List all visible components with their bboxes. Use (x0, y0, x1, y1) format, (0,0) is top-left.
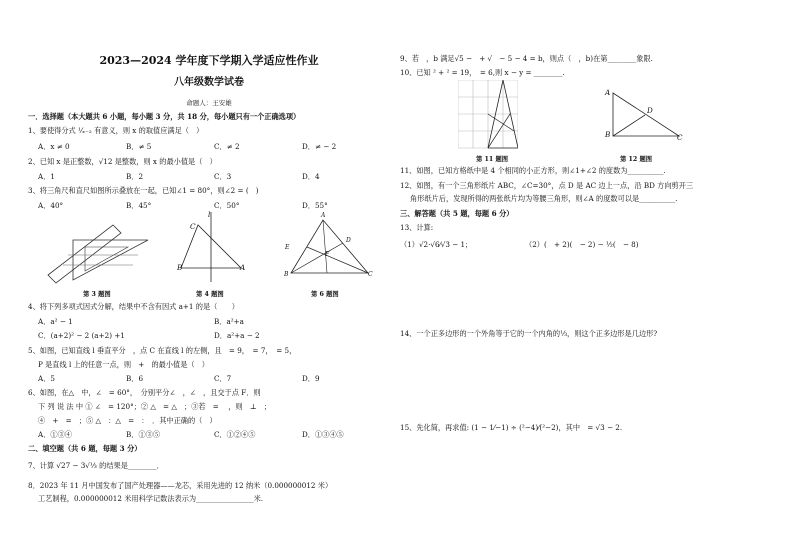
q6-stem-line1: 6、如图，在△ 中，∠ = 60°， 分别平分∠ ，∠ ，且交于点 F．则 (28, 388, 261, 397)
q4-option-c[interactable]: C．(a+2)² − 2 (a+2) +1 (38, 331, 125, 340)
q10-stem: 10、已知 ² + ² = 19， = 6,则 x − y = ________. (400, 68, 565, 77)
exam-subtitle: 八年级数学试卷 (174, 77, 244, 88)
q1-option-c[interactable]: C．≠ 2 (214, 142, 240, 151)
q6-option-d[interactable]: D．①③④⑤ (302, 430, 344, 439)
section-fill: 二、填空题（共 6 题，每题 3 分） (28, 444, 142, 453)
q5-options (38, 374, 390, 383)
figure-4-triangle (173, 210, 253, 285)
q5-option-a[interactable]: A．5 (38, 374, 55, 383)
q3-option-b[interactable]: B．45° (126, 201, 152, 210)
fig6-label-e: E (285, 244, 290, 251)
q4-option-d[interactable]: D．a²+a − 2 (214, 331, 260, 340)
right-column (400, 0, 772, 550)
fig6-label-d: D (346, 237, 351, 244)
q3-stem: 3、将三角尺和直尺如图所示叠放在一起，已知∠1 = 80°，则∠2 = ( ) (28, 186, 259, 195)
exam-author: 命题人：王安雄 (186, 99, 232, 107)
section-choice: 一．选择题（本大题共 6 小题，每小题 3 分，共 18 分，每小题只有一个正确选项） (28, 112, 301, 121)
q3-option-a[interactable]: A．40° (38, 201, 64, 210)
q13-part1: （1）√2·√6⁄√3 − 1； (400, 240, 473, 249)
q1-stem: 1、要使得分式 ¹⁄ₓ₋₂ 有意义，则 x 的取值应满足（ ） (28, 126, 204, 135)
q5-stem-line2: P 是直线 l 上的任意一点，则 + 的最小值是（ ） (38, 360, 209, 369)
q5-stem-line1: 5、如图，已知直线 l 垂直平分 ，点 C 在直线 l 的左侧，且 = 9， = 7， = 5， (28, 346, 297, 355)
q13-part2: （2）( + 2)( − 2) − ½( − 8) (525, 240, 639, 249)
q2-option-c[interactable]: C．3 (214, 172, 232, 181)
q4-option-b[interactable]: B．a²+a (214, 317, 244, 326)
figure-3-caption: 第 3 题图 (83, 291, 111, 298)
exam-title: 2023—2024 学年度下学期入学适应性作业 (99, 54, 319, 67)
fig4-label-l: l (208, 210, 211, 219)
q9-stem: 9、若 ，b 满足√5 − + √ − 5 − 4 = b，则点（ ，b)在第________象限. (400, 54, 653, 63)
q6-option-a[interactable]: A．①③④ (38, 430, 72, 439)
q2-options (38, 172, 390, 181)
figure-4-caption: 第 4 题图 (196, 291, 224, 298)
fig4-label-b: B (177, 263, 183, 272)
fig6-label-a: A (321, 212, 326, 219)
fig12-label-d: D (647, 106, 653, 115)
q1-options (38, 142, 390, 151)
fig4-label-a: A (240, 263, 246, 272)
fig12-label-a: A (605, 88, 611, 97)
fig6-label-c: C (368, 271, 373, 278)
q6-option-c[interactable]: C．①②④⑤ (214, 430, 256, 439)
fig12-label-b: B (605, 130, 611, 139)
q11-stem: 11、如图，已知方格纸中是 4 个相同的小正方形，则∠1+∠2 的度数为__________. (400, 166, 666, 175)
figure-11-grid (458, 80, 518, 150)
q7-stem: 7、计算 √27 − 3√⅓ 的结果是________． (28, 461, 164, 470)
figure-3-ruler-triangle (43, 215, 158, 285)
q2-option-b[interactable]: B．2 (126, 172, 144, 181)
q6-option-b[interactable]: B．①③⑤ (126, 430, 161, 439)
q4-options-row1 (38, 317, 302, 326)
q6-stem-line3: ④ + = ；⑤ △ ：△ = ： ．其中正确的（ ） (38, 416, 217, 425)
q8-stem-line2: 工艺制程，0.000000012 米用科学记数法表示为________________米. (38, 494, 264, 503)
q4-option-a[interactable]: A．a² − 1 (38, 317, 73, 326)
q12-stem-line1: 12、如图，有一个三角形纸片 ABC，∠C=30°，点 D 是 AC 边上一点，沿 BD 方向剪开三 (400, 181, 694, 190)
left-column (28, 0, 390, 550)
q14-stem: 14、一个正多边形的一个外角等于它的一个内角的⅓，则这个正多边形是几边形? (400, 329, 658, 338)
q12-stem-line2: 角形纸片后，发现所得的两张纸片均为等腰三角形，则∠A 的度数可以是__________. (410, 194, 678, 203)
figure-6-caption: 第 6 题图 (311, 291, 339, 298)
q13-stem: 13、计算: (400, 223, 434, 232)
figure-12-triangle (605, 88, 685, 143)
q6-options (38, 430, 390, 439)
q8-stem-line1: 8．2023 年 11 月中国发布了国产处理器——龙芯，采用先进的 12 纳米（0.000000012 米） (28, 481, 333, 490)
q5-option-b[interactable]: B．6 (126, 374, 144, 383)
q1-option-b[interactable]: B．≠ 5 (126, 142, 152, 151)
fig4-label-c: C (190, 222, 196, 231)
q4-options-row2 (38, 331, 302, 340)
q3-option-c[interactable]: C．50° (214, 201, 240, 210)
section-answer: 三、解答题（共 5 题，每题 6 分） (400, 209, 514, 218)
q3-options (38, 201, 390, 210)
q15-stem: 15、先化简，再求值: (1 − 1⁄−1) ÷ (²−4)⁄(²−2)，其中 = √3 − 2. (400, 423, 623, 432)
q2-option-a[interactable]: A．1 (38, 172, 55, 181)
fig12-label-c: C (677, 133, 683, 142)
fig6-label-f: F (325, 251, 330, 258)
q3-option-d[interactable]: D．55° (302, 201, 328, 210)
q2-stem: 2、已知 x 是正整数，√12 是整数，则 x 的最小值是（ ） (28, 157, 217, 166)
q1-option-a[interactable]: A．x ≠ 0 (38, 142, 70, 151)
figure-6-triangle (283, 215, 373, 280)
fig6-label-b: B (284, 271, 289, 278)
q5-option-c[interactable]: C．7 (214, 374, 232, 383)
figure-12-caption: 第 12 题图 (620, 156, 653, 163)
q2-option-d[interactable]: D．4 (302, 172, 320, 181)
q6-stem-line2: 下 列 说 法 中 ① ∠ = 120°；② △ = △ ；③若 = ，则 ⊥ ； (38, 402, 272, 411)
q4-stem: 4、将下列多项式因式分解，结果中不含有因式 a+1 的是（ ） (28, 302, 239, 311)
figure-11-caption: 第 11 题图 (476, 156, 509, 163)
q1-option-d[interactable]: D．≠ − 2 (302, 142, 337, 151)
q5-option-d[interactable]: D．9 (302, 374, 320, 383)
